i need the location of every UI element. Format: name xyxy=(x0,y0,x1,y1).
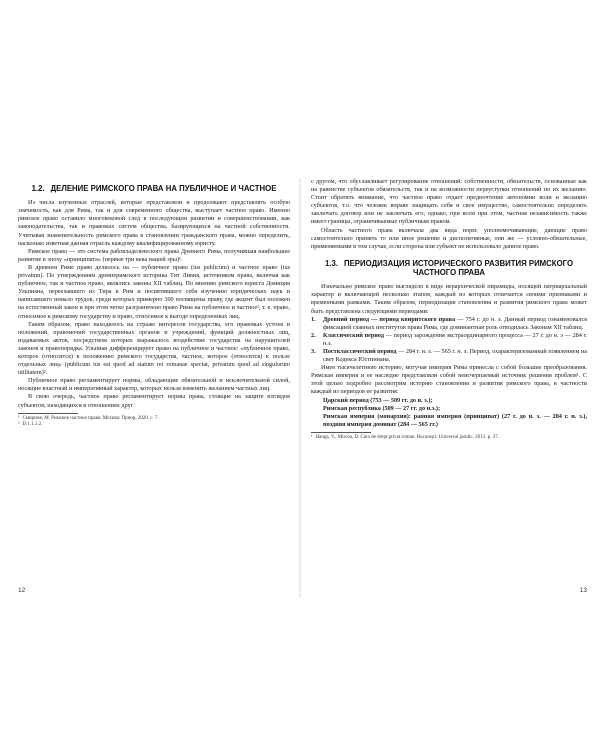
page-number: 13 xyxy=(579,587,587,594)
paragraph: Изначально римское право выглядело в виде иерархической пирамиды, носящей патриархальный характер и включающей несколько этапов, каждый из которых отличается своими признаками и временными рамками. Таким образом, периодизация становления и развития римского права может быть представлена следующими периодами: xyxy=(311,283,587,315)
paragraph: Римское право — это система рабовладельческого права Древнего Рима, получившая наибольшее развитие в эпоху «принципата» (первые три века нашей эры)¹. xyxy=(18,247,290,263)
paragraph: В свою очередь, частное право регламентирует нормы права, стоящие на защите взглядов субъектов, находящихся в отношениях друг xyxy=(18,393,290,409)
list-item xyxy=(311,348,587,364)
heading-text: ДЕЛЕНИЕ РИМСКОГО ПРАВА НА ПУБЛИЧНОЕ И ЧАСТНОЕ xyxy=(50,184,277,193)
list-item xyxy=(311,332,587,348)
list-number: 3. xyxy=(311,348,316,355)
sub-period xyxy=(311,413,587,429)
list-item xyxy=(311,316,587,332)
paragraph: Имея тысячелетнюю историю, могучая империя Рима принесла с собой большие преобразования. Римская империя и ее наследие представляли собой неисчерпаемый источник решения проблем¹. С этой целью подробно рассмотрим историю становления и развития римского права, в частности каждый из периодов ее развития: xyxy=(311,364,587,396)
period-text: — 284 г. н. э. — 565 г. н. э. Период, охарактеризованный появлением на свет Кодекса Юстиниана. xyxy=(323,348,587,364)
footnote-text: Смирнов, М. Римское частное право. Москва: Приор, 2020. с. 7. xyxy=(22,415,159,421)
periods-list xyxy=(311,316,587,365)
heading-number: 1.2. xyxy=(31,184,45,193)
footnote-divider xyxy=(311,432,371,433)
footnote-text: Hanga, V., Mircea, D. Curs de drept privat roman. București: Universul juridic, 2013. p. 37. xyxy=(315,434,499,440)
sub-period xyxy=(311,397,587,405)
heading-number: 1.3. xyxy=(324,258,338,268)
footnote-text: D.1.1.1.2. xyxy=(22,421,43,427)
period-title: Классический период xyxy=(323,331,384,339)
footnote-marker: ¹ xyxy=(311,434,313,440)
footnote-marker: ¹ xyxy=(18,415,20,421)
section-heading-1-3 xyxy=(319,259,579,277)
paragraph: Публичное право регламентирует нормы, обладающие обязательной и исключительной силой, носящие властный и императивный характер, которых нельзя изменить желанием частных лиц. xyxy=(18,377,290,393)
footnote xyxy=(311,435,587,441)
heading-text: ПЕРИОДИЗАЦИЯ ИСТОРИЧЕСКОГО РАЗВИТИЯ РИМСКОГО ЧАСТНОГО ПРАВА xyxy=(344,258,574,278)
period-title: Постклассический период xyxy=(323,348,397,355)
period-text: — период зарождения экстраординарного процесса — 27 г. до н. э — 284 г. н.э. xyxy=(323,331,587,347)
paragraph: Область частного права включала два вида норм: уполномочивающие, дающие право самостоятельно принять то или иное решение и диспозитивные, они же — условно-обязательные, применяемыми в том случае, если сторона или субъект не использовало данное право. xyxy=(311,226,587,250)
footnote-marker: ² xyxy=(18,421,20,427)
period-title: Древний период — период квиритского права xyxy=(323,315,456,323)
paragraph: Таким образом, право находилось на страже интересов государства, его правовых устоев и положений, правомочий государственных органов и учреждений, функций должностных лиц, издаваемых актов, посредством которых выражалось воздействие государства на нарушителей законов и правопорядка. Ульпиан дифференцирует право на публичное и частное: «публичное право, которое (относится) к положению римского государства, частное, которое (относится) к пользе отдельных лиц» (publicum ius est quod ad statum rei romanae spectat, privatum quod ad singulorum utilitatem)². xyxy=(18,320,290,377)
section-heading-1-2 xyxy=(26,184,282,193)
footnote-divider xyxy=(18,413,78,414)
book-gutter xyxy=(298,178,302,598)
paragraph: Из числа изученных отраслей, которые представляли и продолжают представлять особую значимость, как для Рима, так и для современного общества, выступает частное право. Именно римское право оставило многовековой след в последующем развитии и совершенствовании, как законодательства, так и правовых систем общества, базирующихся на частной собственности. Учитывая знаменательность римского права в становлении гражданского права, можно определить, насколько изветная данная отрасль каждому квалифицированному юристу. xyxy=(18,199,290,247)
period-text: — 754 г. до н. э. Данный период ознаменовался фиксацией главных институтов права Рима, где доминантная роль отводилась Законам XII таблиц. xyxy=(323,315,587,331)
sub-period xyxy=(311,405,587,413)
list-number: 2. xyxy=(311,331,316,339)
paragraph: В древнем Риме право делилось на — публичное право (ius publicum) и частное право (ius privatum). По утверждениям древнеримского историка Тит Ливия, источником права, включая как публичное, так и частное право, являлись законы XII таблиц. По мнению римского юриста Домиция Ульпиана, переехавшего из Тира в Рим и посвятившего себя изучению юридических наук и написавшего немало трудов, среди которых примерно 300 посвящены праву, где акцент был положен на естественный закон и при этом четко разграничено право Рима на публичное и частное², т. е. право, относимое к римскому государству и право, относимое к выгоде определенных лиц. xyxy=(18,263,290,320)
page-number: 12 xyxy=(18,587,26,594)
paragraph: с другом, что обуславливает регулирование отношений: собственности, обязательств, основанные как на равенстве субъектов обязательств, так и на возможности переуступки отношений по их желанию. Стоит обратить внимание, что частное право отдает предпочтение автономии воли и желанию субъектов, т.о. что человек вправе защищать себя и свое имущество, самостоятельно определять заключать договор или не заключать его, однако, при всем при этом, частная независимость также имеет границы, ограничиваемые публичным правом. xyxy=(311,178,587,226)
footnote xyxy=(18,422,290,428)
right-page xyxy=(311,178,587,598)
book-spread xyxy=(0,178,600,598)
right-intro-text xyxy=(311,178,587,251)
sub-period-text: Царский период (753 — 509 гг. до н. э.); xyxy=(323,396,433,404)
left-page xyxy=(18,178,290,598)
right-body-text xyxy=(311,283,587,429)
list-number: 1. xyxy=(311,315,316,323)
sub-period-text: Римская республика (509 — 27 гг. до н.э.); xyxy=(323,404,441,412)
sub-period-text: Римская империя (монархия): ранняя империя (принципат) (27 г. до н. э. — 284 г. н. э.), поздняя империя доминат (284 — 565 гг.) xyxy=(323,412,587,428)
left-body-text xyxy=(18,199,290,409)
